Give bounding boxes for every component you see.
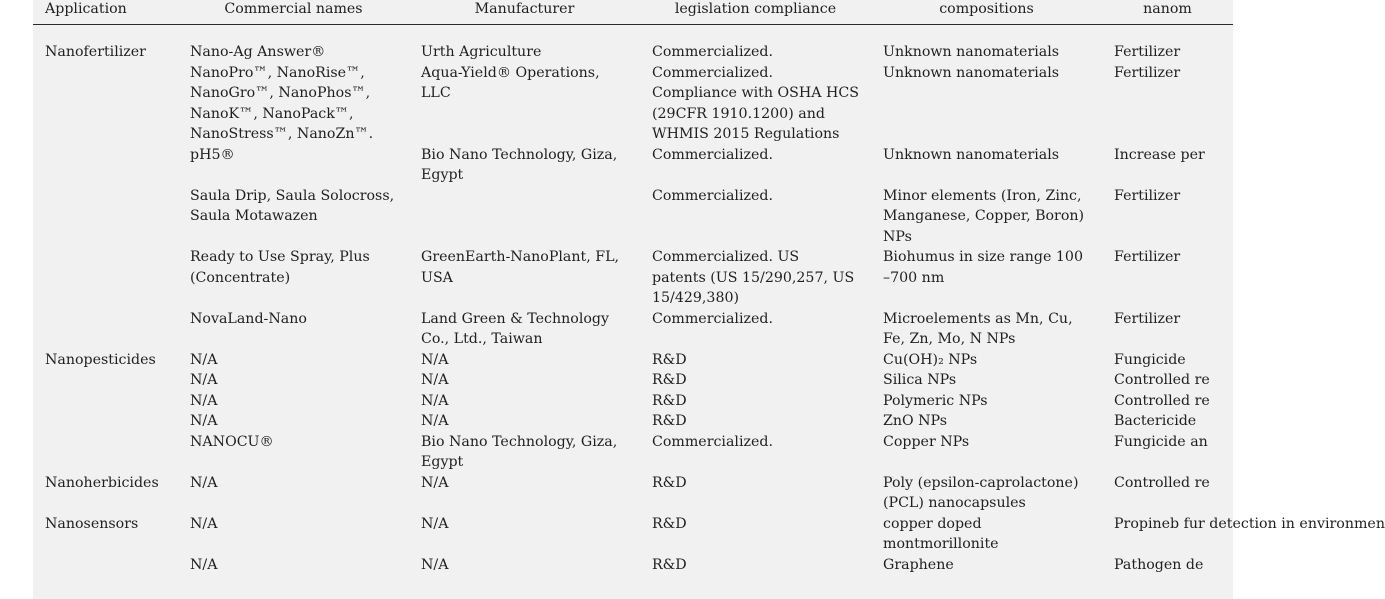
cell-status: R&D — [652, 372, 687, 388]
cell-function: Fertilizer — [1114, 249, 1181, 265]
cell-manufacturer: N/A — [421, 372, 449, 388]
cell-application — [33, 186, 178, 248]
table-row — [33, 370, 1233, 391]
cell-composition: Biohumus in size range 100 –700 nm — [883, 249, 1083, 286]
cell-composition: Silica NPs — [883, 372, 957, 388]
table-row — [33, 432, 1233, 473]
cell-manufacturer: Bio Nano Technology, Giza, Egypt — [421, 433, 618, 470]
cell-function: Controlled re — [1114, 372, 1210, 388]
cell-application: Nanoherbicides — [45, 474, 159, 491]
cell-application — [33, 309, 178, 350]
table-row — [33, 350, 1233, 371]
cell-composition: Unknown nanomaterials — [883, 44, 1060, 60]
table-row — [33, 247, 1233, 309]
cell-status: R&D — [652, 474, 687, 491]
cell-manufacturer: N/A — [421, 351, 449, 368]
cell-commercial-names: N/A — [190, 392, 218, 409]
cell-commercial-names: N/A — [190, 474, 218, 491]
cell-manufacturer: N/A — [421, 556, 449, 573]
cell-manufacturer: N/A — [421, 515, 449, 532]
cell-manufacturer: N/A — [421, 413, 449, 429]
cell-composition: Unknown nanomaterials — [883, 146, 1060, 163]
cell-function: Controlled re — [1114, 474, 1210, 491]
cell-application — [33, 247, 178, 309]
cell-commercial-names: N/A — [190, 372, 218, 388]
data-table — [33, 0, 1385, 575]
cell-function: Pathogen de — [1114, 556, 1204, 573]
table-row — [33, 309, 1233, 350]
table-row — [33, 25, 1233, 63]
table-row — [33, 411, 1233, 432]
cell-composition: Microelements as Mn, Cu, Fe, Zn, Mo, N NPs — [883, 310, 1073, 347]
cell-manufacturer: Aqua-Yield® Operations, LLC — [421, 64, 600, 101]
cell-commercial-names: NanoPro™, NanoRise™, NanoGro™, NanoPhos™, NanoK™, NanoPack™, NanoStress™, NanoZn™. — [190, 64, 374, 142]
cell-application — [33, 391, 178, 412]
nano-applications-table — [33, 0, 1385, 599]
cell-commercial-names: Ready to Use Spray, Plus (Concentrate) — [190, 249, 370, 286]
left-margin — [0, 0, 33, 599]
cell-status: R&D — [652, 556, 687, 573]
cell-function: Bactericide — [1114, 413, 1197, 429]
cell-manufacturer: Urth Agriculture — [421, 44, 542, 60]
cell-function: Fertilizer — [1114, 44, 1181, 60]
cell-composition: Minor elements (Iron, Zinc, Manganese, Copper, Boron) NPs — [883, 187, 1085, 245]
cell-status: Commercialized. — [652, 44, 773, 60]
table-body — [33, 25, 1385, 576]
cell-function: Fungicide — [1114, 351, 1186, 368]
cell-status: Commercialized. — [652, 310, 773, 327]
table-header — [33, 0, 1233, 25]
cell-composition: Cu(OH)₂ NPs — [883, 351, 978, 368]
table-row — [33, 473, 1233, 514]
cell-application: Nanofertilizer — [45, 44, 146, 60]
cell-manufacturer: N/A — [421, 392, 449, 409]
cell-composition: copper doped montmorillonite — [883, 515, 999, 552]
cell-commercial-names: N/A — [190, 556, 218, 573]
cell-composition: Polymeric NPs — [883, 392, 988, 409]
cell-status: R&D — [652, 351, 687, 368]
cell-manufacturer — [409, 186, 640, 248]
cell-function: Controlled re — [1114, 392, 1210, 409]
cell-composition: Graphene — [883, 556, 954, 573]
cell-status: Commercialized. — [652, 187, 773, 204]
table-row — [33, 63, 1233, 145]
cell-status: Commercialized. Compliance with OSHA HCS (29CFR 1910.1200) and WHMIS 2015 Regulations — [652, 64, 859, 142]
cell-application — [33, 555, 178, 576]
cell-composition: Unknown nanomaterials — [883, 64, 1060, 81]
cell-application: Nanosensors — [45, 515, 139, 532]
cell-commercial-names: NANOCU® — [190, 433, 274, 450]
cell-status: R&D — [652, 392, 687, 409]
cell-application — [33, 145, 178, 186]
table-row — [33, 186, 1233, 248]
cell-composition: ZnO NPs — [883, 413, 947, 429]
cell-application — [33, 63, 178, 145]
cell-function: Fertilizer — [1114, 64, 1181, 81]
table-row — [33, 145, 1233, 186]
cell-status: Commercialized. US patents (US 15/290,257, US 15/429,380) — [652, 249, 855, 306]
cell-commercial-names: N/A — [190, 351, 218, 368]
cell-status: Commercialized. — [652, 146, 773, 163]
cell-function: Fertilizer — [1114, 187, 1181, 204]
cell-application — [33, 411, 178, 432]
cell-commercial-names: Saula Drip, Saula Solocross, Saula Motawazen — [190, 187, 395, 224]
header-function: nanom — [1102, 0, 1233, 25]
cell-commercial-names: Nano-Ag Answer® — [190, 44, 326, 60]
cell-application — [33, 370, 178, 391]
table-row — [33, 555, 1233, 576]
cell-composition: Copper NPs — [883, 433, 970, 450]
cell-status: R&D — [652, 515, 687, 532]
cell-commercial-names: N/A — [190, 413, 218, 429]
cell-commercial-names: pH5® — [190, 146, 235, 163]
header-application: Application — [33, 0, 178, 25]
cell-composition: Poly (epsilon-caprolactone) (PCL) nanocapsules — [883, 474, 1079, 511]
cell-status: R&D — [652, 413, 687, 429]
cell-function: Increase per — [1114, 146, 1205, 163]
cell-function: Propineb fur detection in environmen — [1114, 515, 1385, 532]
cell-manufacturer: Bio Nano Technology, Giza, Egypt — [421, 146, 618, 183]
header-manufacturer: Manufacturer — [409, 0, 640, 25]
cell-manufacturer: GreenEarth-NanoPlant, FL, USA — [421, 249, 620, 286]
cell-application — [33, 432, 178, 473]
cell-function: Fertilizer — [1114, 310, 1181, 327]
cell-manufacturer: Land Green & Technology Co., Ltd., Taiwan — [421, 310, 609, 347]
cell-manufacturer: N/A — [421, 474, 449, 491]
cell-function: Fungicide an — [1114, 433, 1208, 450]
header-compositions: compositions — [871, 0, 1102, 25]
cell-status: Commercialized. — [652, 433, 773, 450]
cell-commercial-names: NovaLand-Nano — [190, 310, 307, 327]
cell-commercial-names: N/A — [190, 515, 218, 532]
header-commercial-names: Commercial names — [178, 0, 409, 25]
table-row — [33, 391, 1233, 412]
table-row — [33, 514, 1233, 555]
cell-application: Nanopesticides — [45, 351, 156, 368]
header-row — [33, 0, 1233, 25]
header-status: legislation compliance — [640, 0, 871, 25]
